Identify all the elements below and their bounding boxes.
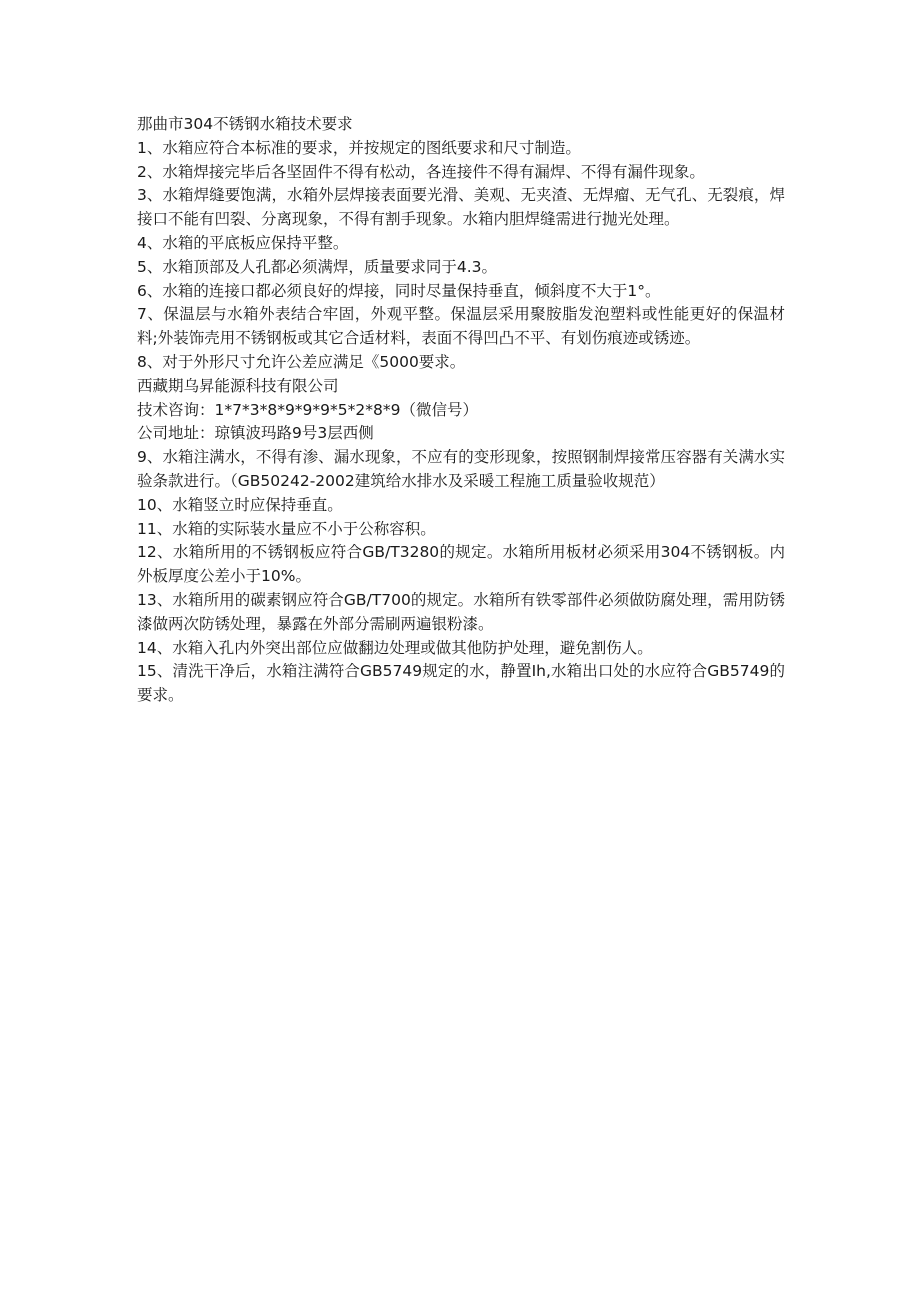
- contact-info: 技术咨询：1*7*3*8*9*9*9*5*2*8*9（微信号）: [137, 400, 478, 419]
- clause-14: 14、水箱入孔内外突出部位应做翻边处理或做其他防护处理，避免割伤人。: [137, 638, 653, 657]
- company-address: 公司地址：琼镇波玛路9号3层西侧: [137, 424, 374, 443]
- document-body: [137, 113, 785, 708]
- clause-6: 6、水箱的连接口都必须良好的焊接，同时尽量保持垂直，倾斜度不大于1°。: [137, 281, 661, 300]
- clause-5: 5、水箱顶部及人孔都必须满焊，质量要求同于4.3。: [137, 257, 498, 276]
- clause-8: 8、对于外形尺寸允许公差应满足《5000要求。: [137, 352, 466, 371]
- clause-3: 3、水箱焊缝要饱满，水箱外层焊接表面要光滑、美观、无夹渣、无焊瘤、无气孔、无裂痕，焊接口不能有凹裂、分离现象，不得有割手现象。水箱内胆焊缝需进行抛光处理。: [137, 186, 785, 229]
- company-name: 西藏期乌昇能源科技有限公司: [137, 376, 339, 395]
- clause-13: 13、水箱所用的碳素钢应符合GB/T700的规定。水箱所有铁零部件必须做防腐处理，需用防锈漆做两次防锈处理，暴露在外部分需刷两遍银粉漆。: [137, 590, 785, 633]
- clause-12: 12、水箱所用的不锈钢板应符合GB/T3280的规定。水箱所用板材必须采用304不锈钢板。内外板厚度公差小于10%。: [137, 543, 785, 586]
- clause-4: 4、水箱的平底板应保持平整。: [137, 233, 349, 252]
- clause-9: 9、水箱注满水，不得有渗、漏水现象，不应有的变形现象，按照钢制焊接常压容器有关满水实验条款进行。（GB50242-2002建筑给水排水及采暖工程施工质量验收规范）: [137, 448, 785, 490]
- clause-11: 11、水箱的实际装水量应不小于公称容积。: [137, 519, 436, 538]
- clause-10: 10、水箱竖立时应保持垂直。: [137, 495, 343, 514]
- clause-2: 2、水箱焊接完毕后各坚固件不得有松动，各连接件不得有漏焊、不得有漏件现象。: [137, 162, 705, 181]
- clause-1: 1、水箱应符合本标准的要求，并按规定的图纸要求和尺寸制造。: [137, 138, 581, 157]
- clause-15: 15、清洗干净后，水箱注满符合GB5749规定的水，静置Ih,水箱出口处的水应符合GB5749的要求。: [137, 662, 785, 705]
- document-title: 那曲市304不锈钢水箱技术要求: [137, 115, 353, 133]
- clause-7: 7、保温层与水箱外表结合牢固，外观平整。保温层采用聚胺脂发泡塑料或性能更好的保温材料;外装饰壳用不锈钢板或其它合适材料，表面不得凹凸不平、有划伤痕迹或锈迹。: [137, 305, 785, 348]
